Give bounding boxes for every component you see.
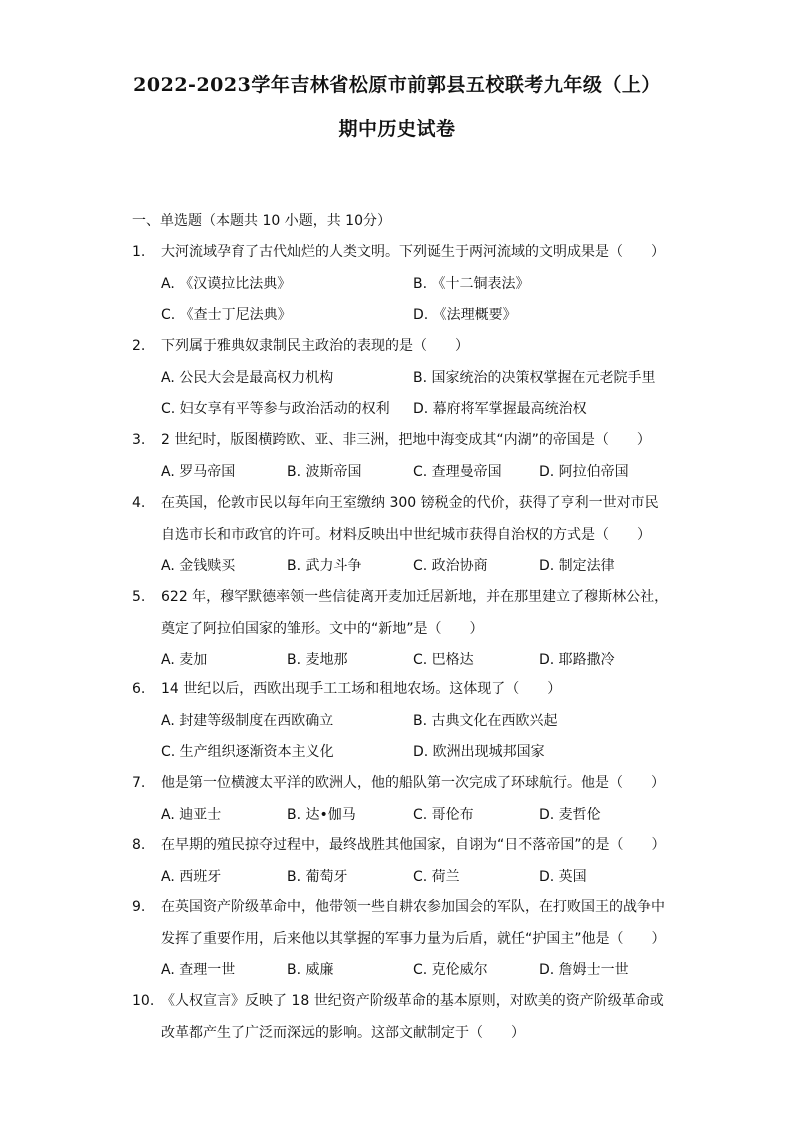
option-c: C. 巴格达 xyxy=(413,652,474,668)
option-c: C. 查理曼帝国 xyxy=(413,463,502,480)
question-number: 10. xyxy=(132,993,155,1009)
question-stem: 14 世纪以后，西欧出现手工工场和租地农场。这体现了（ ） xyxy=(161,681,562,697)
option-b: B. 古典文化在西欧兴起 xyxy=(413,712,558,729)
question-stem: 下列属于雅典奴隶制民主政治的表现的是（ ） xyxy=(161,338,469,354)
option-b: B. 达•伽马 xyxy=(287,806,356,823)
question-stem: 大河流域孕育了古代灿烂的人类文明。下列诞生于两河流域的文明成果是（ ） xyxy=(161,244,665,260)
option-b: B. 武力斗争 xyxy=(287,558,362,574)
question-3 xyxy=(132,425,672,488)
option-a: A. 迪亚士 xyxy=(161,806,222,823)
question-number: 1. xyxy=(132,244,146,260)
section-heading: 一、单选题（本题共 10 小题，共 10分） xyxy=(132,213,391,229)
question-number: 8. xyxy=(132,837,146,853)
option-c: C. 妇女享有平等参与政治活动的权利 xyxy=(161,401,390,417)
question-2 xyxy=(132,331,672,426)
question-7 xyxy=(132,768,672,831)
question-stem: 在早期的殖民掠夺过程中，最终战胜其他国家，自诩为“日不落帝国”的是（ ） xyxy=(161,837,666,853)
question-stem: 2 世纪时，版图横跨欧、亚、非三洲，把地中海变成其“内湖”的帝国是（ ） xyxy=(161,432,651,448)
question-number: 6. xyxy=(132,681,146,697)
option-d: D. 制定法律 xyxy=(539,558,615,574)
option-a: A. 麦加 xyxy=(161,652,208,668)
question-1 xyxy=(132,237,672,332)
option-d: D. 麦哲伦 xyxy=(539,806,601,823)
option-a: A. 金钱赎买 xyxy=(161,558,236,574)
question-number: 7. xyxy=(132,775,146,791)
question-stem: 他是第一位横渡太平洋的欧洲人，他的船队第一次完成了环球航行。他是（ ） xyxy=(161,775,665,791)
question-stem: 在英国，伦敦市民以每年向王室缴纳 300 镑税金的代价，获得了亨利一世对市民自选市长和市政官的许可。材料反映出中世纪城市获得自治权的方式是（ ） xyxy=(161,495,659,543)
option-d: D. 幕府将军掌握最高统治权 xyxy=(413,401,587,417)
option-b: B. 威廉 xyxy=(287,962,334,978)
question-10 xyxy=(132,986,672,1049)
option-d: D. 欧洲出现城邦国家 xyxy=(413,744,545,760)
question-stem: 《人权宣言》反映了 18 世纪资产阶级革命的基本原则，对欧美的资产阶级革命或改革都产生了广泛而深远的影响。这部文献制定于（ ） xyxy=(161,993,664,1041)
option-c: C. 克伦威尔 xyxy=(413,962,488,978)
page-title: 2022-2023学年吉林省松原市前郭县五校联考九年级（上） xyxy=(133,74,661,96)
option-c: C. 政治协商 xyxy=(413,558,488,574)
option-b: B. 麦地那 xyxy=(287,652,348,668)
option-a: A. 公民大会是最高权力机构 xyxy=(161,369,334,386)
question-number: 3. xyxy=(132,432,146,448)
option-a: A. 封建等级制度在西欧确立 xyxy=(161,712,334,729)
question-6 xyxy=(132,674,672,769)
option-b: B. 葡萄牙 xyxy=(287,868,348,885)
question-4 xyxy=(132,488,672,583)
option-a: A. 《汉谟拉比法典》 xyxy=(161,275,292,292)
option-c: C. 哥伦布 xyxy=(413,806,474,823)
question-number: 5. xyxy=(132,589,146,605)
option-a: A. 查理一世 xyxy=(161,962,236,978)
option-d: D. 耶路撒冷 xyxy=(539,652,615,668)
option-d: D. 阿拉伯帝国 xyxy=(539,463,629,480)
option-c: C. 《查士丁尼法典》 xyxy=(161,307,292,323)
option-b: B. 波斯帝国 xyxy=(287,463,362,480)
option-d: D. 英国 xyxy=(539,868,587,885)
question-number: 9. xyxy=(132,899,146,915)
option-d: D. 《法理概要》 xyxy=(413,307,517,323)
question-number: 2. xyxy=(132,338,146,354)
option-a: A. 罗马帝国 xyxy=(161,463,236,480)
page-subtitle: 期中历史试卷 xyxy=(338,118,456,140)
option-b: B. 国家统治的决策权掌握在元老院手里 xyxy=(413,369,656,386)
question-stem: 在英国资产阶级革命中，他带领一些自耕农参加国会的军队，在打败国王的战争中发挥了重要作用，后来他以其掌握的军事力量为后盾，就任“护国主”他是（ ） xyxy=(161,899,666,947)
option-c: C. 荷兰 xyxy=(413,868,460,885)
option-c: C. 生产组织逐渐资本主义化 xyxy=(161,744,334,760)
question-9 xyxy=(132,892,672,987)
option-a: A. 西班牙 xyxy=(161,868,222,885)
question-5 xyxy=(132,582,672,677)
question-number: 4. xyxy=(132,495,146,511)
option-b: B. 《十二铜表法》 xyxy=(413,275,530,292)
question-8 xyxy=(132,830,672,893)
question-stem: 622 年，穆罕默德率领一些信徒离开麦加迁居新地，并在那里建立了穆斯林公社，奠定了阿拉伯国家的雏形。文中的“新地”是（ ） xyxy=(161,589,669,637)
option-d: D. 詹姆士一世 xyxy=(539,962,629,978)
